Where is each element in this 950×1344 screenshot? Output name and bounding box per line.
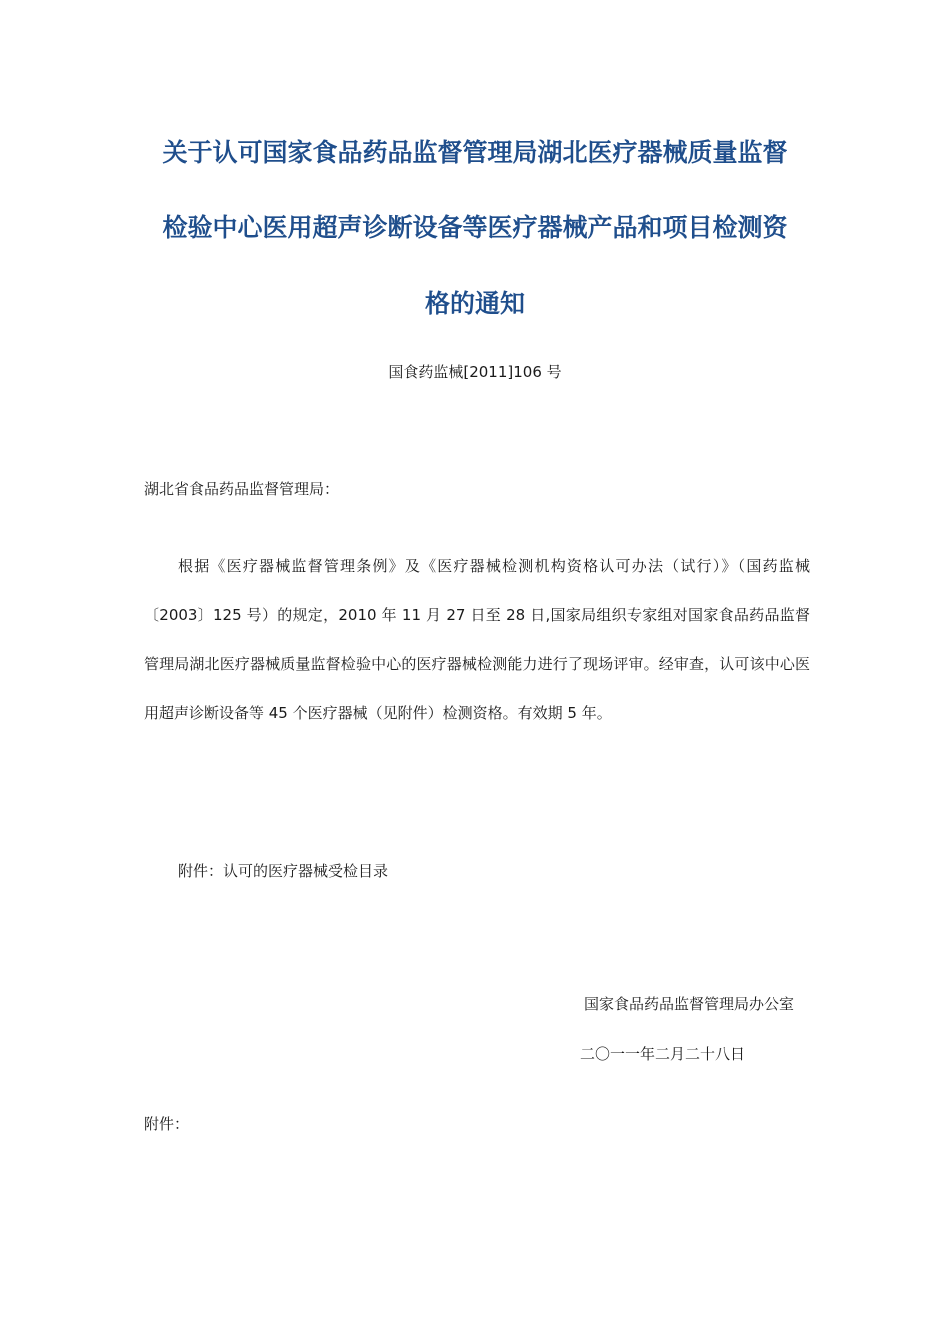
document-number: 国食药监械[2011]106 号 [388, 363, 562, 381]
document-title-line-2: 检验中心医用超声诊断设备等医疗器械产品和项目检测资 [162, 213, 788, 242]
body-paragraph: 根据《医疗器械监督管理条例》及《医疗器械检测机构资格认可办法（试行）》（国药监械〔2003〕125 号）的规定，2010 年 11 月 27 日至 28 日,国家局组织专家组对国家食品药品监督管理局湖北医疗器械质量监督检验中心的医疗器械检测能力进行了现场评审。经审查，认可该中心医用超声诊断设备等 45 个医疗器械（见附件）检测资格。有效期 5 年。 [144, 557, 810, 722]
attachment-label: 附件： [144, 1115, 190, 1133]
document-title-line-1: 关于认可国家食品药品监督管理局湖北医疗器械质量监督 [162, 138, 788, 167]
document-title-line-3: 格的通知 [424, 289, 525, 318]
issuer-signature: 国家食品药品监督管理局办公室 [583, 995, 794, 1013]
issue-date: 二〇一一年二月二十八日 [580, 1045, 746, 1063]
attachment-note: 附件：认可的医疗器械受检目录 [178, 862, 389, 880]
addressee: 湖北省食品药品监督管理局： [144, 480, 340, 498]
